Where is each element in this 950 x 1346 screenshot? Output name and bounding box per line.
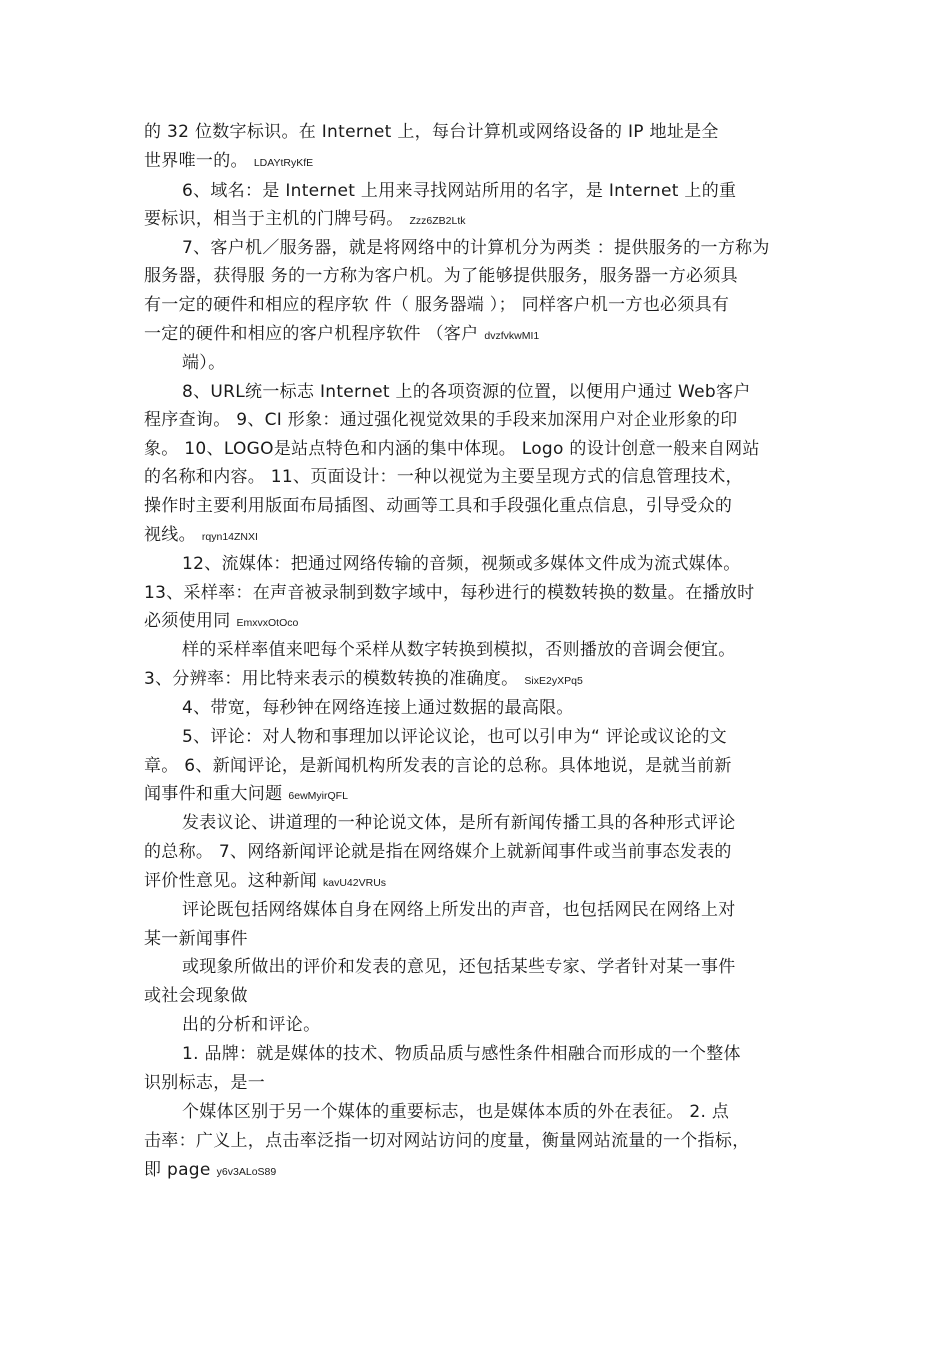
text-line: 视线。 rqyn14ZNXI: [144, 525, 258, 545]
text-line: 世界唯一的。 LDAYtRyKfE: [144, 151, 314, 171]
text-line: 评价性意见。这种新闻 kavU42VRUs: [144, 871, 387, 891]
text-line: 一定的硬件和相应的客户机程序软件 （客户 dvzfvkwMI1: [144, 324, 540, 344]
text-line: 的 32 位数字标识。在 Internet 上，每台计算机或网络设备的 IP 地址是全: [144, 122, 719, 142]
doc-code: rqyn14ZNXI: [201, 531, 258, 543]
doc-code: dvzfvkwMI1: [484, 330, 540, 342]
text-line: 样的采样率值来吧每个采样从数字转换到模拟，否则播放的音调会便宜。: [182, 640, 736, 660]
text-line: 8、URL统一标志 Internet 上的各项资源的位置，以便用户通过 Web客户: [182, 382, 751, 402]
text-line: 4、带宽，每秒钟在网络连接上通过数据的最高限。: [182, 698, 574, 718]
text-line: 服务器，获得服 务的一方称为客户机。为了能够提供服务，服务器一方必须具: [144, 266, 738, 286]
text-line: 击率：广义上，点击率泛指一切对网站访问的度量，衡量网站流量的一个指标，: [144, 1131, 750, 1151]
text-line: 要标识，相当于主机的门牌号码。 Zzz6ZB2Ltk: [144, 209, 466, 229]
doc-code: SixE2yXPq5: [524, 675, 583, 687]
text-line: 1. 品牌：就是媒体的技术、物质品质与感性条件相融合而形成的一个整体: [182, 1044, 741, 1064]
text-line: 或社会现象做: [144, 986, 248, 1006]
text-line: 必须使用同 EmxvxOtOco: [144, 611, 299, 631]
text-line: 或现象所做出的评价和发表的意见，还包括某些专家、学者针对某一事件: [182, 957, 736, 977]
doc-code: kavU42VRUs: [323, 877, 387, 889]
text-line: 5、评论：对人物和事理加以评论议论，也可以引申为“ 评论或议论的文: [182, 727, 727, 747]
text-line: 7、客户机／服务器，就是将网络中的计算机分为两类 ：提供服务的一方称为: [182, 238, 770, 258]
text-line: 某一新闻事件: [144, 929, 248, 949]
text-line: 闻事件和重大问题 6ewMyirQFL: [144, 784, 348, 804]
text-line: 评论既包括网络媒体自身在网络上所发出的声音，也包括网民在网络上对: [182, 900, 736, 920]
text-line: 6、域名：是 Internet 上用来寻找网站所用的名字，是 Internet 上的重: [182, 181, 737, 201]
text-line: 程序查询。 9、CI 形象：通过强化视觉效果的手段来加深用户对企业形象的印: [144, 410, 738, 430]
text-line: 端）。: [182, 353, 226, 373]
text-line: 的总称。 7、网络新闻评论就是指在网络媒介上就新闻事件或当前事态发表的: [144, 842, 732, 862]
text-line: 操作时主要利用版面布局插图、动画等工具和手段强化重点信息，引导受众的: [144, 496, 733, 516]
text-line: 发表议论、讲道理的一种论说文体，是所有新闻传播工具的各种形式评论: [182, 813, 736, 833]
text-line: 章。 6、新闻评论，是新闻机构所发表的言论的总称。具体地说，是就当前新: [144, 756, 732, 776]
doc-code: Zzz6ZB2Ltk: [409, 215, 466, 227]
doc-code: LDAYtRyKfE: [253, 157, 314, 169]
text-line: 的名称和内容。 11、页面设计：一种以视觉为主要呈现方式的信息管理技术，: [144, 467, 743, 487]
text-line: 识别标志，是一: [144, 1073, 266, 1093]
text-line: 3、分辨率：用比特来表示的模数转换的准确度。 SixE2yXPq5: [144, 669, 583, 689]
doc-code: EmxvxOtOco: [236, 617, 299, 629]
text-line: 象。 10、LOGO是站点特色和内涵的集中体现。 Logo 的设计创意一般来自网站: [144, 439, 760, 459]
text-line: 出的分析和评论。: [182, 1015, 321, 1035]
text-line: 个媒体区别于另一个媒体的重要标志，也是媒体本质的外在表征。 2. 点: [182, 1102, 730, 1122]
text-line: 即 page y6v3ALoS89: [144, 1160, 277, 1180]
text-line: 有一定的硬件和相应的程序软 件（ 服务器端 ）； 同样客户机一方也必须具有: [144, 295, 730, 315]
doc-code: y6v3ALoS89: [216, 1166, 277, 1178]
text-line: 13、采样率：在声音被录制到数字域中，每秒进行的模数转换的数量。在播放时: [144, 583, 755, 603]
text-line: 12、流媒体：把通过网络传输的音频，视频或多媒体文件成为流式媒体。: [182, 554, 741, 574]
doc-code: 6ewMyirQFL: [288, 790, 348, 802]
